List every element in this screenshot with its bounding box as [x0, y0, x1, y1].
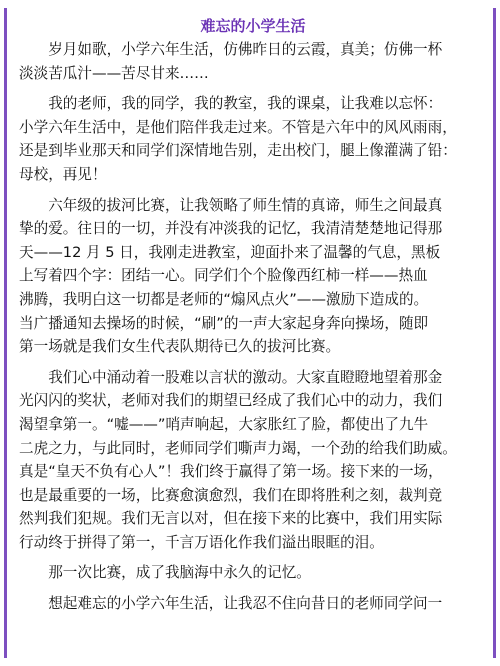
paragraph-gap [19, 85, 487, 92]
text-line: 想起难忘的小学六年生活，让我忍不住向昔日的老师同学问一 [19, 595, 443, 613]
text-line: 上写着四个字：团结一心。同学们个个脸像西红柿一样——热血 [19, 267, 428, 285]
paragraph [19, 194, 487, 359]
text-line: 小学六年生活中，是他们陪伴我走过来。不管是六年中的风风雨雨， [19, 118, 457, 136]
text-line: 我的老师，我的同学，我的教室，我的课桌，让我难以忘怀： [19, 95, 443, 113]
text-line: 第一场就是我们女生代表队期待已久的拔河比赛。 [19, 338, 341, 356]
text-line: 那一次比赛，成了我脑海中永久的记忆。 [19, 564, 311, 582]
paragraph-container [19, 38, 487, 616]
paragraph-gap [19, 554, 487, 561]
paragraph [19, 592, 487, 616]
paragraph-gap [19, 585, 487, 592]
article-title: 难忘的小学生活 [200, 17, 306, 35]
text-line: 淡淡苦瓜汁——苦尽甘来…… [19, 64, 209, 82]
text-line: 我们心中涌动着一股难以言状的激动。大家直瞪瞪地望着那金 [19, 368, 443, 386]
article-body [19, 14, 487, 616]
text-line: 挚的爱。往日的一切，并没有冲淡我的记忆，我清清楚楚地记得那 [19, 220, 443, 238]
paragraph [19, 38, 487, 85]
text-line: 岁月如歌，小学六年生活，仿佛昨日的云霞，真美；仿佛一杯 [19, 41, 443, 58]
text-line: 六年级的拔河比赛，让我领略了师生情的真谛，师生之间最真 [19, 196, 443, 214]
text-line: 行动终于拼得了第一，千言万语化作我们溢出眼眶的泪。 [19, 533, 384, 551]
text-line: 沸腾，我明白这一切都是老师的“煽风点火”——激励下造成的。 [19, 290, 429, 308]
text-line: 渴望拿第一。“嘘——”哨声响起，大家胀红了脸，都使出了九牛 [19, 415, 429, 433]
text-line: 天——12 月 5 日，我刚走进教室，迎面扑来了温馨的气息，黑板 [19, 243, 441, 261]
text-line: 光闪闪的奖状，老师对我们的期望已经成了我们心中的动力，我们 [19, 392, 443, 410]
paragraph [19, 366, 487, 555]
text-line: 二虎之力，与此同时，老师同学们嘶声力竭，一个劲的给我们助威。 [19, 439, 457, 457]
text-line: 然判我们犯规。我们无言以对，但在接下来的比赛中，我们用实际 [19, 510, 443, 528]
text-line: 也是最重要的一场，比赛愈演愈烈，我们在即将胜利之刻，裁判竟 [19, 486, 443, 504]
text-line: 当广播通知去操场的时候，“刷”的一声大家起身奔向操场，随即 [19, 314, 429, 332]
paragraph-gap [19, 187, 487, 194]
text-line: 母校，再见！ [19, 165, 107, 183]
right-border-stripe [493, 8, 496, 658]
paragraph [19, 561, 487, 585]
paragraph [19, 92, 487, 186]
text-line: 真是“皇天不负有心人”！我们终于赢得了第一场。接下来的一场， [19, 463, 443, 481]
left-border-stripe [4, 8, 7, 658]
text-line: 还是到毕业那天和同学们深情地告别，走出校门，腿上像灌满了铅： [19, 142, 457, 160]
paragraph-gap [19, 359, 487, 366]
